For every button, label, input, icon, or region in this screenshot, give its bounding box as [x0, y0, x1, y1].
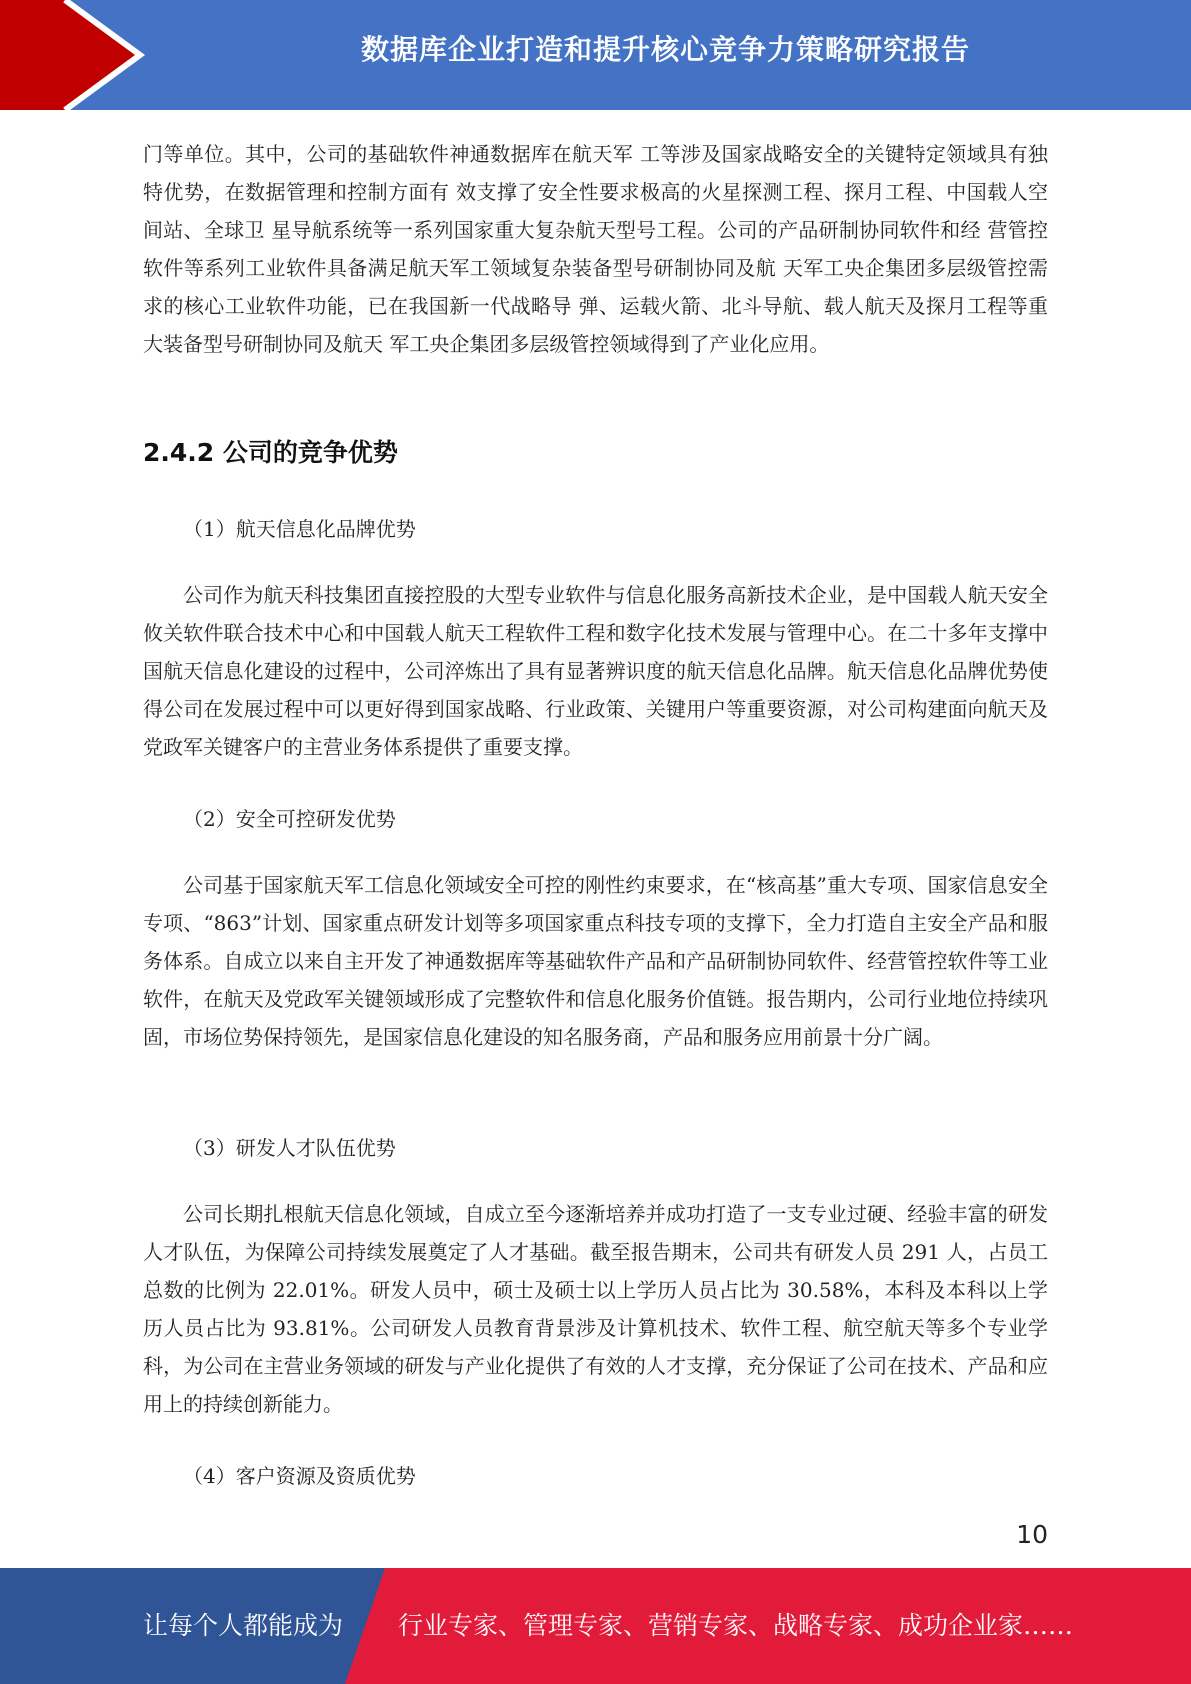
report-title: 数据库企业打造和提升核心竞争力策略研究报告 [360, 33, 970, 66]
item-heading-customers: （4）客户资源及资质优势 [183, 1464, 416, 1488]
footer-banner [0, 1568, 1191, 1684]
section-heading: 2.4.2 公司的竞争优势 [143, 438, 398, 467]
intro-paragraph: 门等单位。其中，公司的基础软件神通数据库在航天军 工等涉及国家战略安全的关键特定领域具有独特优势，在数据管理和控制方面有 效支撑了安全性要求极高的火星探测工程、探月工程、中国载人空间站、全球卫 星导航系统等一系列国家重大复杂航天型号工程。公司的产品研制协同软件和经 营管控软件等系列工业软件具备满足航天军工领域复杂装备型号研制协同及航 天军工央企集团多层级管控需求的核心工业软件功能，已在我国新一代战略导 弹、运载火箭、北斗导航、载人航天及探月工程等重大装备型号研制协同及航天 军工央企集团多层级管控领域得到了产业化应用。 [143, 142, 1048, 356]
header-banner [0, 0, 1191, 110]
item-heading-talent: （3）研发人才队伍优势 [183, 1136, 396, 1160]
item-text-security: 公司基于国家航天军工信息化领域安全可控的刚性约束要求，在“核高基”重大专项、国家信息安全专项、“863”计划、国家重点研发计划等多项国家重点科技专项的支撑下，全力打造自主安全产品和服务体系。自成立以来自主开发了神通数据库等基础软件产品和产品研制协同软件、经营管控软件等工业软件，在航天及党政军关键领域形成了完整软件和信息化服务价值链。报告期内，公司行业地位持续巩固，市场位势保持领先，是国家信息化建设的知名服务商，产品和服务应用前景十分广阔。 [143, 873, 1048, 1049]
item-heading-brand: （1）航天信息化品牌优势 [183, 517, 416, 541]
item-heading-security: （2）安全可控研发优势 [183, 807, 396, 831]
page-number: 10 [1016, 1520, 1048, 1549]
footer-slogan-right: 行业专家、管理专家、营销专家、战略专家、成功企业家…… [398, 1611, 1074, 1640]
footer-slogan-left: 让每个人都能成为 [143, 1611, 344, 1640]
item-text-talent: 公司长期扎根航天信息化领域，自成立至今逐渐培养并成功打造了一支专业过硬、经验丰富的研发人才队伍，为保障公司持续发展奠定了人才基础。截至报告期末，公司共有研发人员 291 人，占员工总数的比例为 22.01%。研发人员中，硕士及硕士以上学历人员占比为 30.58%，本科及本科以上学历人员占比为 93.81%。公司研发人员教育背景涉及计算机技术、软件工程、航空航天等多个专业学科，为公司在主营业务领域的研发与产业化提供了有效的人才支撑，充分保证了公司在技术、产品和应用上的持续创新能力。 [143, 1202, 1048, 1416]
item-text-brand: 公司作为航天科技集团直接控股的大型专业软件与信息化服务高新技术企业，是中国载人航天安全攸关软件联合技术中心和中国载人航天工程软件工程和数字化技术发展与管理中心。在二十多年支撑中国航天信息化建设的过程中，公司淬炼出了具有显著辨识度的航天信息化品牌。航天信息化品牌优势使得公司在发展过程中可以更好得到国家战略、行业政策、关键用户等重要资源，对公司构建面向航天及党政军关键客户的主营业务体系提供了重要支撑。 [143, 583, 1048, 759]
